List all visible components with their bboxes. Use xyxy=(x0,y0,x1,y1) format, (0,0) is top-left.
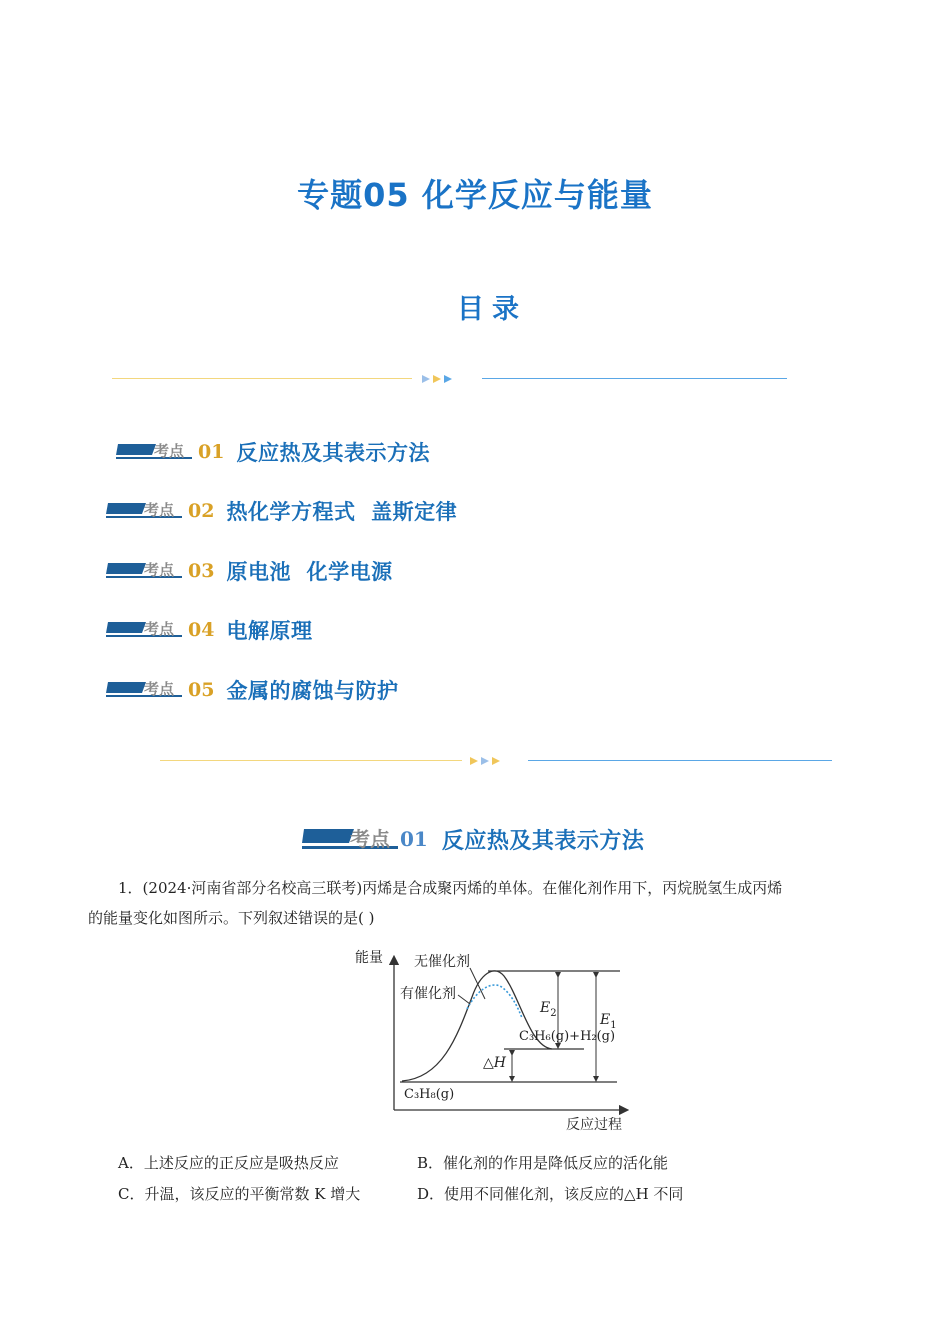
label-with-catalyst: 有催化剂 xyxy=(400,986,456,1002)
toc-item[interactable] xyxy=(106,555,393,587)
pointer-no-catalyst xyxy=(470,968,485,999)
toc-text: 电解原理 xyxy=(226,619,313,643)
document-title: 专题05 化学反应与能量 xyxy=(297,176,653,214)
e1-label: $E_1$ xyxy=(600,1012,617,1031)
e2-label: $E_2$ xyxy=(540,1000,557,1019)
toc-text: 热化学方程式 盖斯定律 xyxy=(226,500,458,524)
option-c[interactable]: C．升温，该反应的平衡常数 K 增大 xyxy=(118,1185,361,1203)
toc-item[interactable] xyxy=(116,436,430,468)
toc-num: 01 xyxy=(198,441,225,463)
topic-badge xyxy=(116,442,194,462)
toc-text: 原电池 化学电源 xyxy=(226,560,393,584)
toc-title: 目录 xyxy=(457,294,527,325)
x-axis-label: 反应过程 xyxy=(566,1117,622,1133)
topic-badge xyxy=(106,680,184,700)
toc-text: 金属的腐蚀与防护 xyxy=(226,679,399,703)
pointer-with-catalyst xyxy=(458,995,470,1004)
option-a[interactable]: A．上述反应的正反应是吸热反应 xyxy=(118,1154,339,1172)
question-line-2: 的能量变化如图所示。下列叙述错误的是( ) xyxy=(88,909,375,927)
badge-label: 考点 xyxy=(144,620,175,638)
toc-text: 反应热及其表示方法 xyxy=(236,441,430,465)
badge-label: 考点 xyxy=(144,501,175,519)
toc-num: 04 xyxy=(188,619,215,641)
topic-badge xyxy=(302,826,400,852)
badge-label: 考点 xyxy=(154,442,185,460)
arrows-icon xyxy=(422,373,462,385)
toc-item[interactable] xyxy=(106,614,312,646)
product-label: C₃H₆(g)+H₂(g) xyxy=(519,1029,616,1044)
label-no-catalyst: 无催化剂 xyxy=(414,954,470,970)
reactant-label: C₃H₈(g) xyxy=(404,1087,455,1102)
section-title: 反应热及其表示方法 xyxy=(441,828,645,854)
option-d[interactable]: D．使用不同催化剂，该反应的△H 不同 xyxy=(417,1185,684,1203)
toc-num: 02 xyxy=(188,500,215,522)
badge-label: 考点 xyxy=(144,680,175,698)
option-b[interactable]: B．催化剂的作用是降低反应的活化能 xyxy=(417,1154,669,1172)
topic-badge xyxy=(106,501,184,521)
section-num: 01 xyxy=(400,827,428,851)
toc-item[interactable] xyxy=(106,495,457,527)
toc-item[interactable] xyxy=(106,674,398,706)
divider-top xyxy=(112,373,787,385)
dh-label: △H xyxy=(483,1055,506,1071)
badge-label: 考点 xyxy=(144,561,175,579)
toc-num: 03 xyxy=(188,560,215,582)
arrows-icon xyxy=(470,755,510,767)
divider-bottom xyxy=(160,755,832,767)
y-axis-label: 能量 xyxy=(355,950,383,966)
topic-badge xyxy=(106,620,184,640)
toc-num: 05 xyxy=(188,679,215,701)
section-header xyxy=(302,822,644,856)
badge-label: 考点 xyxy=(350,827,390,851)
question-line-1: 1．(2024·河南省部分名校高三联考)丙烯是合成聚丙烯的单体。在催化剂作用下，丙烷脱氢生成丙烯 xyxy=(118,879,783,897)
energy-diagram xyxy=(352,942,642,1138)
topic-badge xyxy=(106,561,184,581)
